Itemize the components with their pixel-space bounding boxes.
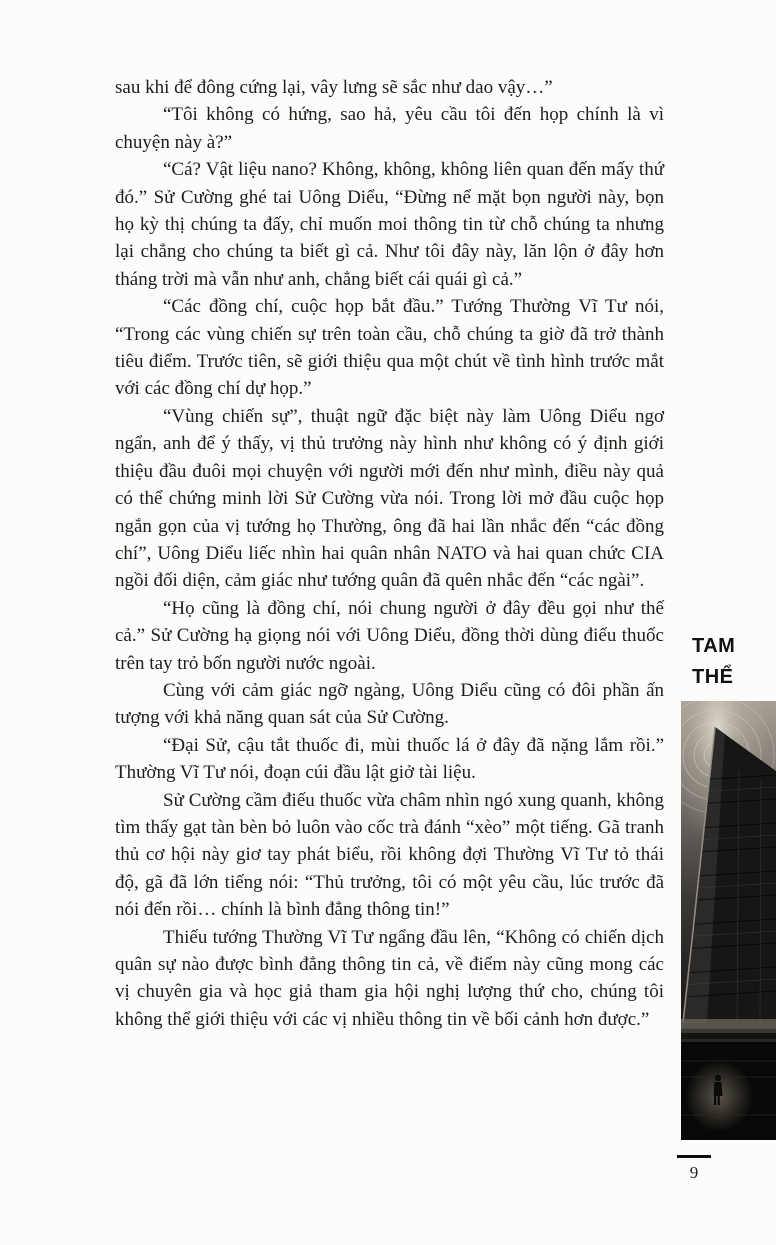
footer-rule [677, 1155, 711, 1158]
page-number: 9 [689, 1163, 699, 1182]
paragraph: “Vùng chiến sự”, thuật ngữ đặc biệt này làm Uông Diểu ngơ ngẩn, anh để ý thấy, vị thủ trưởng này hình như không có ý định giới thiệu đầu đuôi mọi chuyện với người mới đến như mình, điều này quả có thể chứng minh lời Sử Cường vừa nói. Trong lời mở đầu cuộc họp ngắn gọn của vị tướng họ Thường, ông đã hai lần nhắc đến “các đồng chí”, Uông Diểu liếc nhìn hai quân nhân NATO và hai quan chức CIA ngồi đối diện, cảm giác như tướng quân đã quên nhắc đến “các ngài”. [115, 405, 664, 592]
text-column [115, 74, 664, 1033]
paragraph: Cùng với cảm giác ngỡ ngàng, Uông Diểu cũng có đôi phần ấn tượng với khả năng quan sát của Sử Cường. [115, 679, 664, 729]
series-title-line-2: THỂ [692, 666, 734, 688]
paragraph: “Các đồng chí, cuộc họp bắt đầu.” Tướng Thường Vĩ Tư nói, “Trong các vùng chiến sự trên toàn cầu, chỗ chúng ta giờ đã trở thành tiêu điểm. Trước tiên, sẽ giới thiệu qua một chút về tình hình trước mắt với các đồng chí dự họp.” [115, 296, 664, 400]
paragraph: Sử Cường cầm điếu thuốc vừa châm nhìn ngó xung quanh, không tìm thấy gạt tàn bèn bỏ luôn vào cốc trà đánh “xèo” một tiếng. Gã tranh thủ cơ hội này giơ tay phát biểu, rồi không đợi Thường Vĩ Tư tỏ thái độ, gã đã lớn tiếng nói: “Thủ trưởng, tôi có một yêu cầu, lúc trước đã nói đến rồi… chính là bình đẳng thông tin!” [115, 789, 664, 921]
paragraph: “Đại Sử, cậu tắt thuốc đi, mùi thuốc lá ở đây đã nặng lắm rồi.” Thường Vĩ Tư nói, đoạn cúi đầu lật giở tài liệu. [115, 734, 664, 784]
book-cover-art [681, 701, 776, 1140]
paragraph: “Họ cũng là đồng chí, nói chung người ở đây đều gọi như thế cả.” Sử Cường hạ giọng nói với Uông Diểu, đồng thời dùng điếu thuốc trên tay trỏ bốn người nước ngoài. [115, 597, 664, 674]
paragraph: Thiếu tướng Thường Vĩ Tư ngẩng đầu lên, “Không có chiến dịch quân sự nào được bình đẳng thông tin cả, về điểm này cũng mong các vị chuyên gia và học giả tham gia hội nghị lượng thứ cho, chúng tôi không thể giới thiệu với các vị nhiều thông tin về bối cảnh hơn được.” [115, 926, 664, 1030]
series-title [692, 631, 735, 693]
series-title-line-1: TAM [692, 635, 736, 657]
paragraph: “Tôi không có hứng, sao hả, yêu cầu tôi đến họp chính là vì chuyện này à?” [115, 104, 664, 153]
book-cover-thumbnail [681, 701, 776, 1140]
paragraph: “Cá? Vật liệu nano? Không, không, không liên quan đến mấy thứ đó.” Sử Cường ghé tai Uông Diểu, “Đừng nể mặt bọn người này, bọn họ kỳ thị chúng ta đấy, chỉ muốn moi thông tin từ chỗ chúng ta nhưng lại chẳng cho chúng ta biết gì cả. Như tôi đây này, lăn lộn ở đây hơn tháng trời mà vẫn như anh, chẳng biết cái quái gì cả.” [115, 159, 664, 290]
paragraph: sau khi để đông cứng lại, vây lưng sẽ sắc như dao vậy…” [115, 77, 553, 98]
